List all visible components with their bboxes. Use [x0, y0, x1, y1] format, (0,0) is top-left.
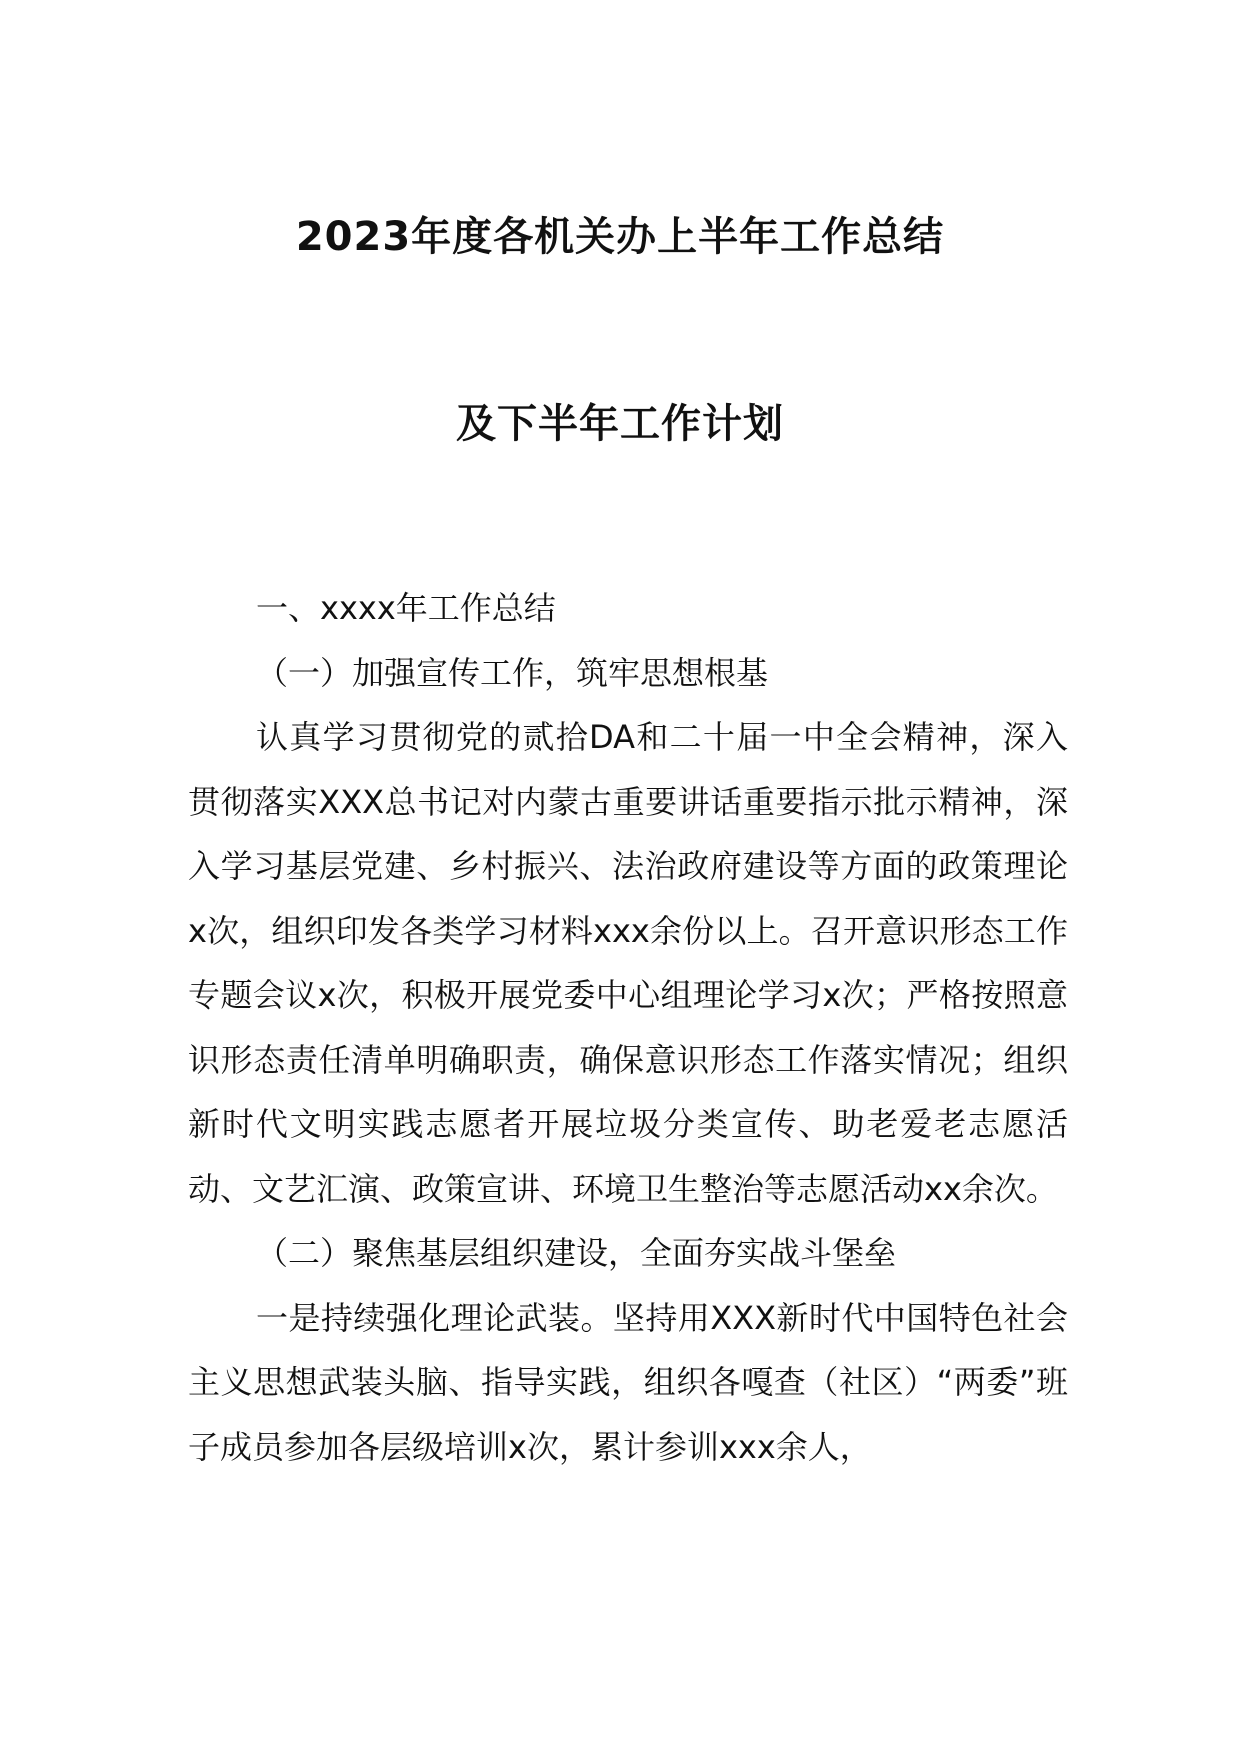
subsection-heading-2: （二）聚焦基层组织建设，全面夯实战斗堡垒: [256, 1234, 897, 1272]
document-body: [188, 576, 1068, 1479]
section-heading-1: 一、xxxx年工作总结: [256, 589, 556, 627]
document-title-line-2: 及下半年工作计划: [456, 401, 784, 447]
body-paragraph-2: 一是持续强化理论武装。坚持用XXX新时代中国特色社会主义思想武装头脑、指导实践，组织各嘎查（社区）“两委”班子成员参加各层级培训x次，累计参训xxx余人，: [188, 1298, 1068, 1466]
subsection-heading-1: （一）加强宣传工作，筑牢思想根基: [256, 653, 769, 692]
document-title-line-1: 2023年度各机关办上半年工作总结: [295, 214, 945, 260]
body-paragraph-1: 认真学习贯彻党的贰拾DA和二十届一中全会精神，深入贯彻落实XXX总书记对内蒙古重要讲话重要指示批示精神，深入学习基层党建、乡村振兴、法治政府建设等方面的政策理论x次，组织印发各类学习材料xxx余份以上。召开意识形态工作专题会议x次，积极开展党委中心组理论学习x次；严格按照意识形态责任清单明确职责，确保意识形态工作落实情况；组织新时代文明实践志愿者开展垃圾分类宣传、助老爱老志愿活动、文艺汇演、政策宣讲、环境卫生整治等志愿活动xx余次。: [188, 718, 1068, 1208]
